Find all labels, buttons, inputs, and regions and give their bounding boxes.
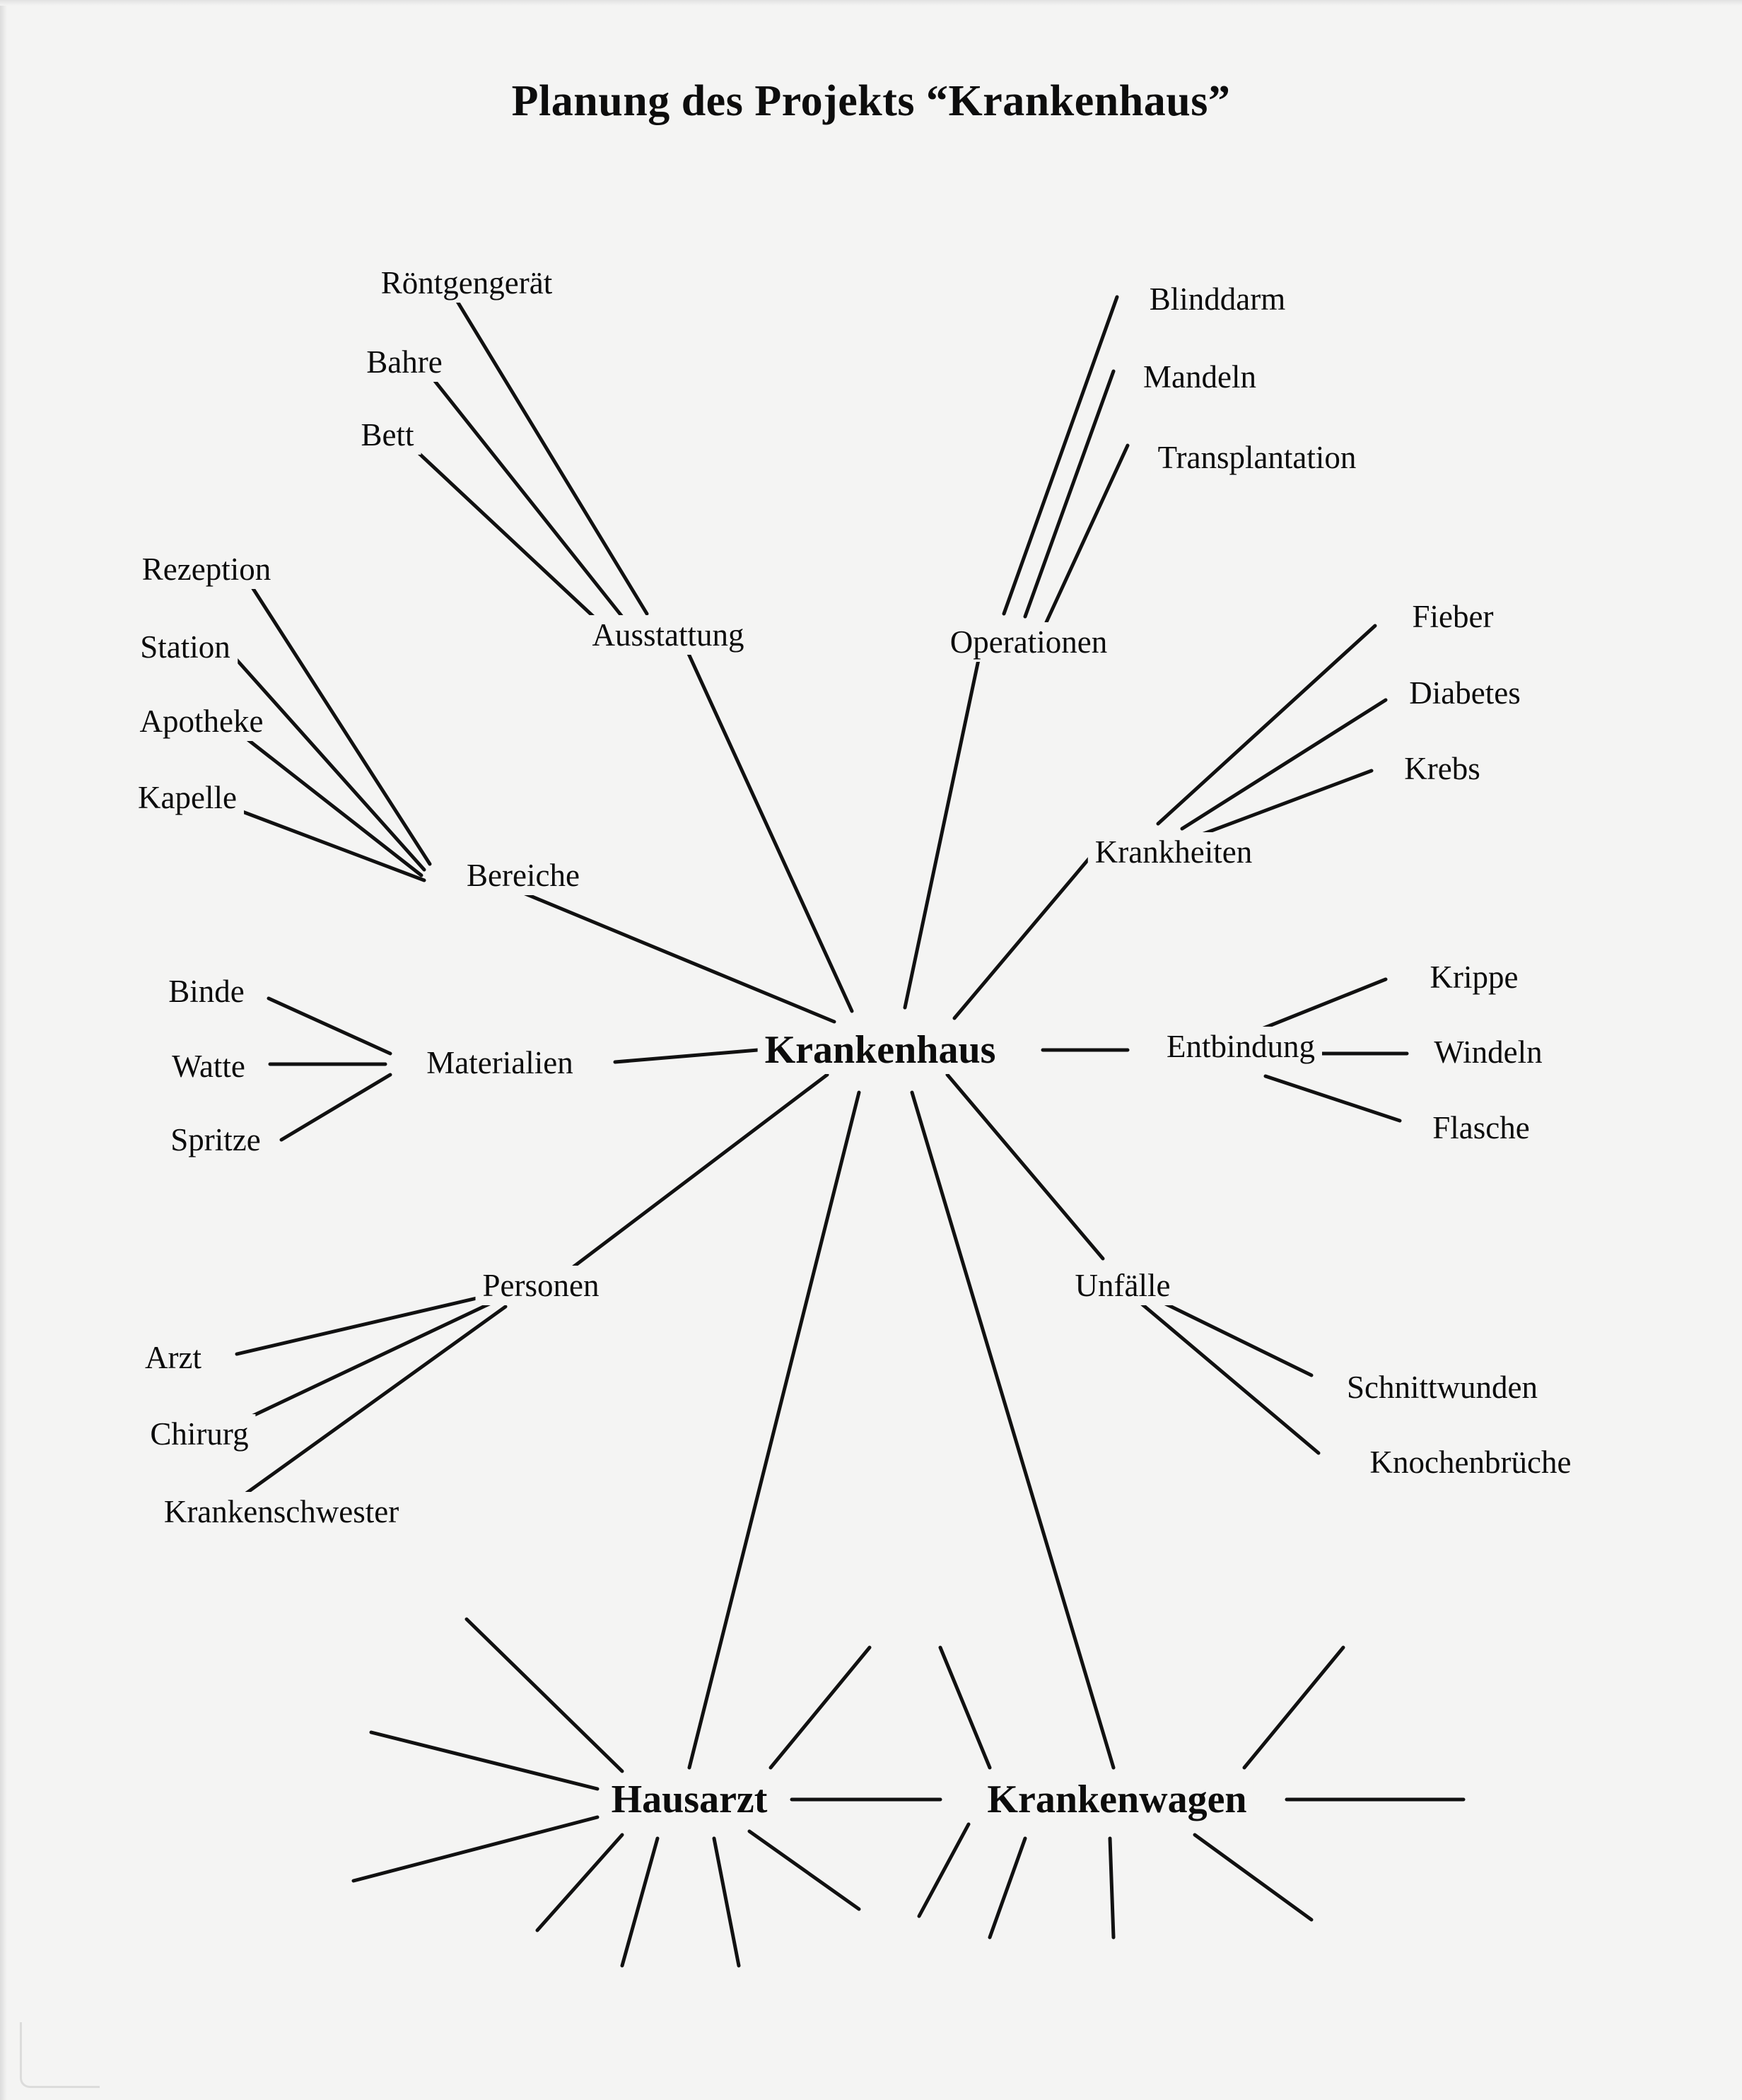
node-bereiche[interactable]: Bereiche bbox=[460, 856, 587, 895]
node-krankenschwester[interactable]: Krankenschwester bbox=[157, 1492, 406, 1532]
node-watte[interactable]: Watte bbox=[165, 1046, 252, 1086]
node-diabetes[interactable]: Diabetes bbox=[1402, 673, 1527, 713]
node-rezeption[interactable]: Rezeption bbox=[135, 549, 278, 589]
node-krebs[interactable]: Krebs bbox=[1397, 749, 1487, 788]
node-chirurg[interactable]: Chirurg bbox=[143, 1414, 255, 1454]
node-flasche[interactable]: Flasche bbox=[1425, 1108, 1536, 1148]
node-transplantation[interactable]: Transplantation bbox=[1151, 438, 1364, 477]
node-arzt[interactable]: Arzt bbox=[138, 1338, 209, 1377]
node-mandeln[interactable]: Mandeln bbox=[1136, 357, 1263, 397]
node-kapelle[interactable]: Kapelle bbox=[131, 778, 244, 817]
node-operationen[interactable]: Operationen bbox=[943, 622, 1114, 662]
node-roentgengeraet[interactable]: Röntgengerät bbox=[374, 263, 559, 303]
node-knochenbrueche[interactable]: Knochenbrüche bbox=[1363, 1442, 1579, 1482]
node-spritze[interactable]: Spritze bbox=[163, 1120, 267, 1160]
node-bahre[interactable]: Bahre bbox=[359, 342, 449, 382]
node-ausstattung[interactable]: Ausstattung bbox=[585, 615, 751, 655]
node-krankenhaus[interactable]: Krankenhaus bbox=[758, 1026, 1003, 1074]
page-title: Planung des Projekts “Krankenhaus” bbox=[511, 77, 1231, 125]
node-windeln[interactable]: Windeln bbox=[1427, 1032, 1549, 1072]
node-krankheiten[interactable]: Krankheiten bbox=[1088, 832, 1259, 872]
node-fieber[interactable]: Fieber bbox=[1405, 597, 1501, 636]
node-apotheke[interactable]: Apotheke bbox=[133, 701, 271, 741]
node-krankenwagen[interactable]: Krankenwagen bbox=[980, 1775, 1253, 1824]
node-unfaelle[interactable]: Unfälle bbox=[1068, 1266, 1178, 1305]
node-station[interactable]: Station bbox=[133, 627, 238, 667]
node-krippe[interactable]: Krippe bbox=[1423, 957, 1526, 997]
node-personen[interactable]: Personen bbox=[476, 1266, 607, 1305]
node-entbindung[interactable]: Entbindung bbox=[1159, 1027, 1322, 1066]
node-hausarzt[interactable]: Hausarzt bbox=[604, 1775, 775, 1824]
node-blinddarm[interactable]: Blinddarm bbox=[1142, 279, 1292, 319]
node-binde[interactable]: Binde bbox=[161, 972, 252, 1011]
node-bett[interactable]: Bett bbox=[354, 415, 421, 455]
node-materialien[interactable]: Materialien bbox=[419, 1043, 580, 1083]
node-schnittwunden[interactable]: Schnittwunden bbox=[1340, 1367, 1545, 1407]
